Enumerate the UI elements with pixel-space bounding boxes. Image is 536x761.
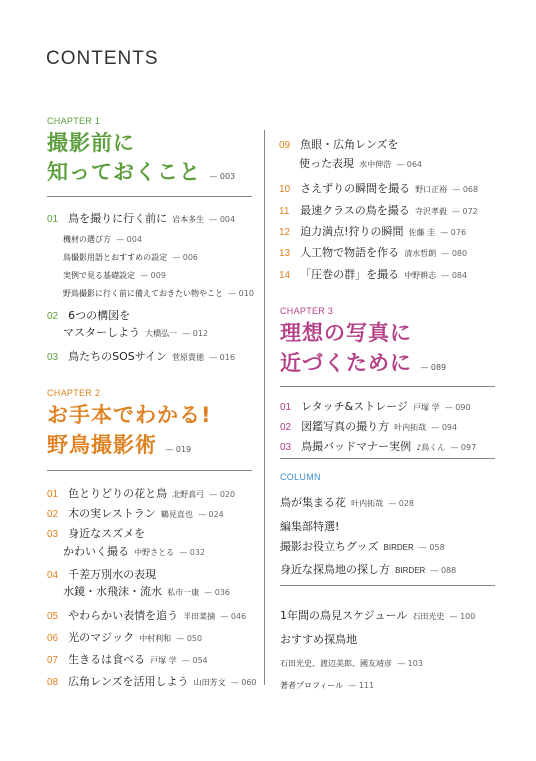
- entry-author: BIRDER: [383, 543, 414, 552]
- entry-page: — 016: [209, 353, 235, 362]
- page-title: CONTENTS: [46, 48, 159, 69]
- toc-entry[interactable]: [47, 626, 202, 645]
- entry-number: 10: [279, 184, 291, 195]
- column-entry[interactable]: [280, 491, 414, 510]
- entry-page: — 080: [441, 249, 468, 258]
- entry-number: 03: [47, 352, 59, 363]
- entry-number: 13: [279, 248, 291, 259]
- entry-number: 01: [47, 489, 59, 500]
- entry-title: 1年間の鳥見スケジュール: [280, 609, 408, 622]
- entry-page: — 032: [179, 548, 205, 557]
- toc-entry-continued[interactable]: [299, 152, 422, 171]
- entry-title: かわいく撮る: [63, 545, 129, 558]
- toc-entry[interactable]: [47, 482, 235, 501]
- entry-author: 叶内拓哉: [351, 499, 384, 508]
- entry-title: 鳥を撮りに行く前に: [68, 212, 168, 225]
- entry-number: 01: [280, 402, 292, 413]
- entry-title: 鳥が集まる花: [280, 496, 346, 509]
- entry-author: 水中伸浩: [359, 160, 392, 169]
- entry-title: 人工物で物語を作る: [300, 246, 400, 259]
- chapter2-title-line1: お手本でわかる!: [47, 403, 212, 427]
- section-rule: [280, 458, 495, 459]
- toc-entry[interactable]: [279, 263, 467, 282]
- entry-number: 09: [279, 140, 291, 151]
- toc-subentry[interactable]: [63, 227, 142, 246]
- chapter1-rule: [47, 196, 252, 197]
- entry-title: 使った表現: [299, 157, 354, 170]
- entry-page: — 028: [388, 499, 414, 508]
- entry-author: 半田菜摘: [183, 612, 216, 621]
- entry-author: 私市一康: [167, 588, 200, 597]
- section-rule: [280, 585, 495, 586]
- entry-author: 佐藤 圭: [408, 228, 436, 237]
- toc-entry[interactable]: [279, 199, 478, 218]
- entry-author: 菅原貴徳: [172, 353, 205, 362]
- entry-author: 戸塚 学: [150, 656, 177, 665]
- entry-page: — 004: [209, 215, 236, 224]
- entry-number: 07: [47, 655, 59, 666]
- toc-entry[interactable]: [279, 177, 478, 196]
- chapter3-page: — 089: [420, 363, 447, 372]
- toc-entry[interactable]: [47, 345, 235, 364]
- entry-title: おすすめ探鳥地: [280, 633, 358, 646]
- entry-author: 野口正裕: [415, 185, 448, 194]
- column-entry-continued[interactable]: [280, 535, 445, 554]
- chapter2-rule: [47, 470, 252, 471]
- entry-number: 02: [47, 509, 59, 520]
- entry-number: 03: [47, 529, 59, 540]
- entry-title: 編集部特選!: [280, 520, 340, 533]
- toc-subentry[interactable]: [63, 281, 254, 300]
- entry-title: 迫力満点!狩りの瞬間: [300, 225, 404, 238]
- toc-entry[interactable]: [280, 415, 457, 434]
- entry-title: 鳥撮バッドマナー実例: [301, 440, 412, 453]
- entry-page: — 094: [431, 423, 458, 432]
- entry-page: — 012: [182, 329, 208, 338]
- spots-entry[interactable]: [280, 628, 357, 647]
- entry-number: 02: [47, 311, 59, 322]
- entry-number: 02: [280, 422, 292, 433]
- entry-author: 大橋弘一: [145, 329, 178, 338]
- entry-author: 寺沢孝毅: [414, 207, 447, 216]
- toc-entry-continued[interactable]: [63, 321, 208, 340]
- subentry-title: 実例で見る基礎設定: [63, 271, 135, 280]
- chapter2-title-line2: [47, 433, 191, 462]
- toc-subentry[interactable]: [63, 263, 166, 282]
- entry-author: 中野さとる: [134, 548, 175, 557]
- entry-number: 14: [279, 270, 291, 281]
- entry-number: 08: [47, 677, 59, 688]
- column-entry[interactable]: [280, 515, 339, 534]
- entry-title: 身近なスズメを: [68, 527, 146, 540]
- toc-entry[interactable]: [280, 435, 476, 454]
- entry-number: 05: [47, 611, 59, 622]
- entry-page: — 064: [396, 160, 422, 169]
- toc-entry[interactable]: [279, 220, 466, 239]
- chapter1-title-line1: 撮影前に: [47, 131, 135, 155]
- entry-author: 清水哲朗: [404, 249, 437, 258]
- entry-page: — 050: [176, 634, 203, 643]
- entry-number: 01: [47, 214, 59, 225]
- entry-page: — 060: [230, 678, 257, 687]
- entry-page: — 020: [209, 490, 236, 499]
- entry-title: 千差万別水の表現: [68, 568, 157, 581]
- toc-subentry[interactable]: [63, 245, 198, 264]
- entry-title: 光のマジック: [68, 631, 135, 644]
- entry-title: 魚眼・広角レンズを: [300, 138, 399, 151]
- entry-title: さえずりの瞬間を撮る: [300, 182, 411, 195]
- chapter1-page: — 003: [209, 172, 236, 181]
- entry-page: — 084: [441, 271, 468, 280]
- toc-entry[interactable]: [279, 133, 399, 152]
- entry-author: 戸塚 学: [413, 403, 440, 412]
- entry-number: 06: [47, 633, 59, 644]
- subentry-page: — 006: [172, 253, 198, 262]
- entry-author: 叶内拓哉: [394, 423, 427, 432]
- subentry-title: 機材の選び方: [63, 235, 111, 244]
- entry-page: — 111: [348, 681, 375, 690]
- entry-title: 図鑑写真の撮り方: [301, 420, 390, 433]
- entry-title: 著者プロフィール: [280, 681, 344, 690]
- toc-entry[interactable]: [279, 241, 467, 260]
- entry-page: — 024: [197, 510, 224, 519]
- subentry-title: 鳥撮影用語とおすすめの設定: [63, 253, 168, 262]
- subentry-page: — 009: [140, 271, 166, 280]
- entry-author: 山田芳文: [193, 678, 226, 687]
- entry-title: 水鏡・水飛沫・流水: [63, 585, 162, 598]
- chapter1-label: CHAPTER 1: [47, 116, 101, 126]
- entry-title: 最速クラスの鳥を撮る: [300, 204, 410, 217]
- entry-page: — 072: [451, 207, 478, 216]
- entry-page: — 103: [397, 659, 423, 668]
- entry-author: 中野耕志: [404, 271, 437, 280]
- entry-author: 石田光史: [412, 612, 445, 621]
- chapter2-label: CHAPTER 2: [47, 388, 101, 398]
- chapter3-label: CHAPTER 3: [280, 306, 334, 316]
- chapter1-title-text: 知っておくこと: [47, 160, 201, 184]
- entry-author: 中村利和: [139, 634, 172, 643]
- entry-author: 岩本多生: [172, 215, 205, 224]
- entry-page: — 097: [450, 443, 477, 452]
- entry-title: 撮影お役立ちグッズ: [280, 540, 379, 553]
- entry-page: — 036: [204, 588, 230, 597]
- schedule-entry[interactable]: [280, 604, 475, 623]
- entry-page: — 088: [430, 566, 457, 575]
- toc-entry[interactable]: [47, 604, 246, 623]
- toc-entry[interactable]: [47, 670, 257, 689]
- chapter1-title-line2: [47, 160, 235, 189]
- toc-entry[interactable]: [47, 502, 224, 521]
- subentry-page: — 004: [116, 235, 142, 244]
- entry-title: マスターしよう: [63, 326, 140, 339]
- entry-author: ♪鳥くん: [416, 443, 446, 452]
- subentry-title: 野鳥撮影に行く前に備えておきたい物やこと: [63, 289, 223, 298]
- entry-title: やわらかい表情を追う: [68, 609, 179, 622]
- entry-number: 03: [280, 442, 292, 453]
- entry-title: 6つの構図を: [68, 309, 131, 322]
- spots-authors-line[interactable]: [280, 651, 423, 670]
- entry-page: — 046: [220, 612, 247, 621]
- chapter3-title-line2: [280, 351, 446, 380]
- toc-entry[interactable]: [280, 395, 471, 414]
- entry-page: — 068: [452, 185, 479, 194]
- column-entry[interactable]: [280, 558, 456, 577]
- entry-page: — 076: [440, 228, 467, 237]
- column-divider: [264, 130, 265, 685]
- toc-entry[interactable]: [47, 522, 145, 541]
- entry-title: 生きるは食べる: [68, 653, 146, 666]
- chapter3-title-line1: 理想の写真に: [280, 321, 412, 345]
- entry-title: 「圧巻の群」を撮る: [300, 268, 400, 281]
- entry-number: 12: [279, 227, 291, 238]
- entry-page: — 090: [444, 403, 471, 412]
- entry-number: 11: [279, 206, 290, 217]
- toc-entry-continued[interactable]: [63, 580, 230, 599]
- entry-title: 木の実レストラン: [68, 507, 156, 520]
- entry-title: レタッチ&ストレージ: [301, 400, 409, 413]
- entry-title: 色とりどりの花と鳥: [68, 487, 168, 500]
- entry-number: 04: [47, 570, 59, 581]
- toc-entry[interactable]: [47, 648, 208, 667]
- entry-page: — 058: [418, 543, 445, 552]
- subentry-page: — 010: [228, 289, 254, 298]
- entry-authors: 石田光史、渡辺美郎、國友靖彦: [280, 659, 392, 668]
- entry-page: — 054: [181, 656, 208, 665]
- profile-entry[interactable]: [280, 673, 374, 692]
- entry-title: 広角レンズを活用しよう: [68, 675, 189, 688]
- column-label: COLUMN: [280, 472, 321, 482]
- entry-author: 鶴見直也: [160, 510, 193, 519]
- entry-title: 鳥たちのSOSサイン: [68, 350, 167, 363]
- entry-title: 身近な探鳥地の探し方: [280, 563, 390, 576]
- toc-entry[interactable]: [47, 207, 235, 226]
- entry-author: BIRDER: [395, 566, 426, 575]
- chapter3-title-text: 近づくために: [280, 351, 412, 375]
- entry-author: 北野真弓: [172, 490, 205, 499]
- entry-page: — 100: [449, 612, 476, 621]
- chapter3-rule: [280, 386, 495, 387]
- toc-entry-continued[interactable]: [63, 540, 205, 559]
- chapter2-page: — 019: [165, 445, 192, 454]
- chapter2-title-text: 野鳥撮影術: [47, 433, 157, 457]
